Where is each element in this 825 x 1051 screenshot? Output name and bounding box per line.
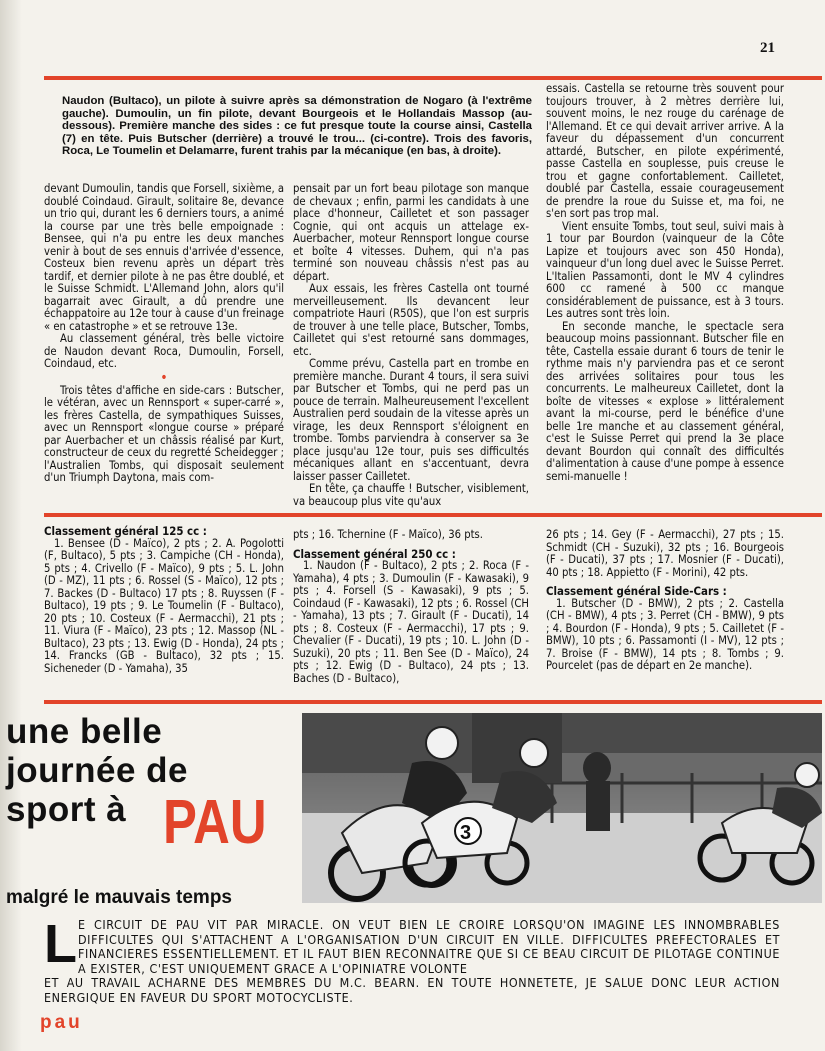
article-column-3: [546, 83, 784, 483]
results-250cc: [293, 529, 529, 685]
paragraph: Aux essais, les frères Castella ont tourné merveilleusement. Ils devancent leur compatriote Hauri (R50S), que l'on est surpris de trouver à une telle place, Butscher, Tombs, Cailletet qui s'est retourné sans dommages, etc.: [293, 282, 529, 358]
intro-text: E CIRCUIT DE PAU VIT PAR MIRACLE. ON VEUT BIEN LE CROIRE LORSQU'ON IMAGINE LES INNOMBRABLES DIFFICULTES QUI S'ATTACHENT A L'ORGANISATION D'UN CIRCUIT EN VILLE. DIFFICULTES PREFECTORALES ET FINANCIERES ESSENTIELLEMENT. ET IL FAUT BIEN RECONNAITRE QUE SI CE BEAU CIRCUIT DE PILOTAGE CONTINUE A EXISTER, C'EST UNIQUEMENT GRACE A L'OPINIATRE VOLONTE: [78, 917, 780, 976]
results-sidecars: [546, 529, 784, 673]
results-title-250cc: Classement général 250 cc :: [293, 546, 456, 561]
results-text-250cc-continued: 26 pts ; 14. Gey (F - Aermacchi), 27 pts ; 15. Schmidt (CH - Suzuki), 32 pts ; 16. Bourgeois (F - Ducati), 37 pts ; 17. Mosnier (F - Ducati), 40 pts ; 18. Appietto (F - Morini), 42 pts.: [546, 528, 784, 579]
results-125cc: [44, 525, 284, 675]
footer-section-tag: pau: [40, 1012, 83, 1033]
intro-text-tail: ET AU TRAVAIL ACHARNE DES MEMBRES DU M.C. BEARN. EN TOUTE HONNETETE, JE SALUE DONC LEUR ACTION ENERGIQUE EN FAVEUR DU SPORT MOTOCYCLISTE.: [44, 975, 780, 1005]
paragraph: pensait par un fort beau pilotage son manque de chevaux ; enfin, parmi les candidats à une place d'honneur, Cailletet et son passager Cognie, qui ont acquis un attelage ex-Auerbacher, moteur Rennsport longue course et boîte 4 vitesses. Duhem, qui n'a pas terminé son nouveau châssis n'est pas au départ.: [293, 182, 529, 283]
section-bullet: •: [160, 369, 168, 386]
rider-number: 3: [460, 822, 472, 844]
race-photo: [302, 713, 822, 903]
headline-line-3: sport à: [6, 790, 127, 829]
headline-city: PAU: [163, 788, 267, 857]
article-column-2: [293, 183, 529, 508]
results-text-125cc: 1. Bensee (D - Maïco), 2 pts ; 2. A. Pogolotti (F, Bultaco), 5 pts ; 3. Campiche (CH - Honda), 5 pts ; 4. Crivello (F - Maïco), 9 pts ; 5. L. John (D - MZ), 11 pts ; 6. Rossel (S - Maïco), 12 pts ; 7. Backes (D - Bultaco) 17 pts ; 8. Ruyssen (F - Bultaco), 19 pts ; 9. Le Toumelin (F - Bultaco), 20 pts ; 10. Costeux (F - Aermacchi), 21 pts ; 11. Viura (F - Maïco), 23 pts ; 12. Massop (NL - Bultaco), 23 pts ; 13. Ewig (D - Honda), 24 pts ; 14. Francks (GB - Bultaco), 32 pts ; 15. Sicheneder (D - Yamaha), 35: [44, 536, 284, 675]
paragraph: essais. Castella se retourne très souvent pour toujours trouver, à 2 mètres derrière lui, souvent moins, le nez rouge du carénage de l'Allemand. Et ce qui devait arriver arrive. A la faveur du dépassement d'un concurrent attardé, Butscher, en pilote expérimenté, passe Castella en souplesse, puis creuse le trou et gagne confortablement. Cailletet, doublé par Castella, essaie courageusement de prendre la roue du Suisse et, ma foi, ne s'en sort pas trop mal.: [546, 82, 784, 220]
article-column-1: [44, 183, 284, 485]
results-text-250cc: 1. Naudon (F - Bultaco), 2 pts ; 2. Roca (F - Yamaha), 4 pts ; 3. Dumoulin (F - Kawasaki), 9 pts ; 4. Forsell (S - Kawasaki), 9 pts ; 5. Coindaud (F - Kawasaki), 12 pts ; 6. Rossel (CH - Yamaha), 13 pts ; 7. Girault (F - Ducati), 14 pts ; 8. Costeux (F - Aermacchi), 17 pts ; 9. Chevalier (F - Ducati), 19 pts ; 10. L. John (D - Suzuki), 20 pts ; 11. Ben See (D - Maïco), 24 pts ; 12. Ewig (D - Bultaco), 24 pts ; 13. Baches (D - Bultaco),: [293, 559, 529, 685]
headline-line-2: journée de: [6, 751, 188, 790]
page-number: 21: [760, 40, 775, 56]
intro-dropcap: L: [44, 914, 77, 974]
results-title-125cc: Classement général 125 cc :: [44, 524, 207, 538]
results-title-sidecars: Classement général Side-Cars :: [546, 584, 727, 598]
paragraph: En seconde manche, le spectacle sera beaucoup moins passionnant. Butscher file en tête, Castella essaie durant 6 tours de tenir le rythme mais n'y parviendra pas et ce seront des arrivées solitaires pour tous les concurrents. Le malheureux Cailletet, dont la boîte de vitesses « explose » littéralement avant la mi-course, perd le bénéfice d'une belle 1re manche et au classement général, c'est le Suisse Perret qui prend la 3e place devant Bourdon qui connaît des difficultés d'alimentation à cause d'une pompe à essence semi-manuelle !: [546, 319, 784, 483]
paragraph: Au classement général, très belle victoire de Naudon devant Roca, Dumoulin, Forsell, Coindaud, etc.: [44, 332, 284, 370]
intro-paragraph: [44, 917, 780, 1006]
photo-caption: Naudon (Bultaco), un pilote à suivre après sa démonstration de Nogaro (à l'extrême gauche). Dumoulin, un fin pilote, devant Bourgeois et le Hollandais Massop (au-dessous). Première manche des sides : ce fut presque toute la course ainsi, Castella (7) en tête. Puis Butscher (derrière) a trouvé le trou... (ci-contre). Trois des favoris, Roca, Le Toumelin et Delamarre, furent trahis par la mécanique (en bas, à droite).: [62, 95, 532, 158]
headline-rule: [44, 700, 822, 704]
paragraph: devant Dumoulin, tandis que Forsell, sixième, a doublé Coindaud. Girault, solitaire 8e, devance un trio qui, durant les 6 derniers tours, a animé la course par une très belle empoignade : Bensee, qui n'a pu entre les deux manches venir à bout de ses ennuis d'arrivée d'essence, Costeux bien revenu après un départ très tardif, et dernier pilote à ne pas être doublé, et le Suisse Schmidt. L'Allemand John, alors qu'il bagarrait avec Girault, a dû prendre une échappatoire au 12e tour à cause d'un freinage « en catastrophe » et se retrouve 13e.: [44, 182, 285, 333]
race-photo-illustration: [302, 713, 822, 903]
results-rule: [44, 513, 822, 517]
headline: [6, 712, 188, 829]
results-text-sidecars: 1. Butscher (D - BMW), 2 pts ; 2. Castella (CH - BMW), 4 pts ; 3. Perret (CH - BMW), 9 pts ; 4. Bourdon (F - Honda), 9 pts ; 5. Cailletet (F - BMW), 10 pts ; 6. Passamonti (I - MV), 12 pts ; 7. Broise (F - BMW), 14 pts ; 8. Tombs ; 9. Pourcelet (pas de départ en 2e manche).: [546, 596, 784, 672]
results-text-125cc-continued: pts ; 16. Tchernine (F - Maïco), 36 pts.: [293, 528, 483, 541]
paragraph: Comme prévu, Castella part en trombe en première manche. Durant 4 tours, il sera suivi par Butscher et Tombs, qui ne perd pas un pouce de terrain. Malheureusement l'excellent Australien perd soudain de la vitesse après un virage, les deux Rennsport s'éloignent en trombe. Tombs parviendra à conserver sa 3e place jusqu'au 12e tour, puis ses difficultés mécaniques allant en s'accentuant, devra laisser passer Cailletet.: [293, 357, 529, 483]
headline-subtitle: malgré le mauvais temps: [6, 887, 232, 908]
paragraph: Trois têtes d'affiche en side-cars : Butscher, le vétéran, avec un Rennsport « super-carré », les frères Castella, de sympathiques Suisses, avec un Rennsport «longue course » préparé par Auerbacher et un châssis réalisé par Kurt, constructeur de ceux du regretté Scheidegger ; l'Australien Tombs, qui disposait seulement d'un Triumph Daytona, mais com-: [44, 383, 284, 484]
paragraph: En tête, ça chauffe ! Butscher, visiblement, va beaucoup plus vite qu'aux: [293, 482, 529, 508]
headline-line-1: une belle: [6, 712, 163, 751]
paragraph: Vient ensuite Tombs, tout seul, suivi mais à 1 tour par Bourdon (vainqueur de la Côte Lapize et toujours avec son 450 Honda), vainqueur d'un long duel avec le Suisse Perret. L'Italien Passamonti, dont le MV 4 cylindres 600 cc ramené à 500 cc manque considérablement de puissance, est à 3 tours. Les autres sont très loin.: [546, 219, 784, 320]
top-rule: [44, 76, 822, 80]
